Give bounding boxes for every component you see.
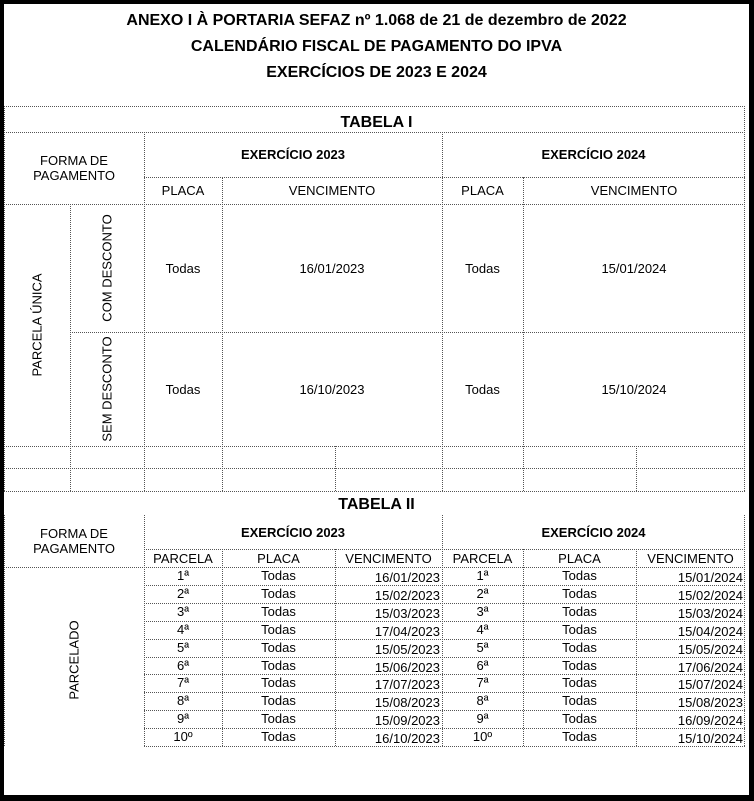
t2-row-9-vencimento-2023: 15/09/2023 (374, 713, 440, 728)
t2-row-5-vencimento-2023: 15/05/2023 (374, 642, 440, 657)
t2-vencimento-header-2023: VENCIMENTO (345, 550, 432, 566)
t2-row-2-vencimento-2024: 15/02/2024 (677, 588, 743, 603)
t2-row-2-parcela-2024: 2ª (476, 585, 489, 601)
t2-row-4-parcela-2024: 4ª (476, 621, 489, 637)
tabela-1-title: TABELA I (340, 114, 413, 131)
t2-row-4-vencimento-2023: 17/04/2023 (374, 624, 440, 639)
t2-row-1-vencimento-2023: 16/01/2023 (374, 570, 440, 585)
t2-row-5-placa-2024: Todas (562, 639, 597, 655)
t2-row-8-placa-2024: Todas (562, 692, 597, 708)
forma-pagamento-header (4, 132, 144, 204)
t2-row-2-parcela-2023: 2ª (176, 585, 190, 601)
t2-row-7-vencimento-2023: 17/07/2023 (374, 677, 440, 692)
t2-row-9-placa-2024: Todas (562, 710, 597, 726)
t2-row-3-parcela-2023: 3ª (176, 603, 190, 619)
parcelado-label: PARCELADO (66, 620, 82, 700)
forma-pagamento-label: FORMA DE PAGAMENTO (33, 153, 115, 183)
t2-row-8-vencimento-2023: 15/08/2023 (374, 695, 440, 710)
t2-vencimento-header-2024: VENCIMENTO (647, 550, 734, 566)
parcela-unica-label: PARCELA ÚNICA (29, 273, 45, 377)
t2-row-10-parcela-2024: 10º (472, 728, 493, 744)
t1-r2-vencimento-2023: 16/10/2023 (299, 381, 365, 397)
t2-row-7-parcela-2024: 7ª (476, 674, 489, 690)
t2-row-3-vencimento-2024: 15/03/2024 (677, 606, 743, 621)
t2-row-10-placa-2024: Todas (562, 728, 597, 744)
t2-row-10-parcela-2023: 10º (173, 728, 193, 744)
document-page (4, 4, 749, 795)
t2-row-3-vencimento-2023: 15/03/2023 (374, 606, 440, 621)
t2-row-10-vencimento-2023: 16/10/2023 (374, 731, 440, 746)
t1-r1-vencimento-2023: 16/01/2023 (299, 260, 365, 276)
t2-row-4-vencimento-2024: 15/04/2024 (677, 624, 743, 639)
t2-row-2-placa-2024: Todas (562, 585, 597, 601)
t2-row-1-vencimento-2024: 15/01/2024 (677, 570, 743, 585)
t2-row-8-parcela-2024: 8ª (476, 692, 489, 708)
header-line-1: ANEXO I À PORTARIA SEFAZ nº 1.068 de 21 de dezembro de 2022 (126, 12, 627, 29)
t2-row-4-placa-2023: Todas (261, 621, 296, 637)
t2-row-9-placa-2023: Todas (261, 710, 296, 726)
t2-row-7-parcela-2023: 7ª (176, 674, 190, 690)
t2-exercicio-2023-header: EXERCÍCIO 2023 (240, 524, 346, 540)
t2-row-1-parcela-2024: 1ª (476, 567, 489, 583)
t2-row-3-placa-2023: Todas (261, 603, 296, 619)
t2-parcela-header-2023: PARCELA (153, 550, 213, 566)
t1-r1-placa-2023: Todas (165, 260, 201, 276)
t2-row-5-placa-2023: Todas (261, 639, 296, 655)
t2-row-8-placa-2023: Todas (261, 692, 296, 708)
exercicio-2023-header: EXERCÍCIO 2023 (240, 147, 346, 162)
t2-row-7-placa-2023: Todas (261, 674, 296, 690)
t2-exercicio-2024-header: EXERCÍCIO 2024 (541, 524, 646, 540)
t2-row-8-vencimento-2024: 15/08/2023 (677, 695, 743, 710)
t2-row-3-parcela-2024: 3ª (476, 603, 489, 619)
t2-row-9-parcela-2024: 9ª (476, 710, 489, 726)
t2-placa-header-2023: PLACA (257, 550, 300, 566)
t1-r1-vencimento-2024: 15/01/2024 (601, 260, 667, 276)
t1-r2-vencimento-2024: 15/10/2024 (601, 381, 667, 397)
t2-row-5-vencimento-2024: 15/05/2024 (677, 642, 743, 657)
t2-row-10-vencimento-2024: 15/10/2024 (677, 731, 743, 746)
t1-r2-placa-2024: Todas (465, 381, 500, 397)
vencimento-header-2023: VENCIMENTO (288, 183, 376, 198)
t2-row-5-parcela-2023: 5ª (176, 639, 190, 655)
t2-row-4-placa-2024: Todas (562, 621, 597, 637)
placa-header-2023: PLACA (161, 183, 205, 198)
t2-row-6-placa-2023: Todas (261, 657, 296, 673)
t2-row-6-placa-2024: Todas (562, 657, 597, 673)
vencimento-header-2024: VENCIMENTO (590, 183, 678, 198)
t2-row-1-placa-2023: Todas (261, 567, 296, 583)
t2-row-10-placa-2023: Todas (261, 728, 296, 744)
header-line-2: CALENDÁRIO FISCAL DE PAGAMENTO DO IPVA (190, 38, 563, 55)
header-line-3: EXERCÍCIOS DE 2023 E 2024 (266, 64, 487, 81)
exercicio-2024-header: EXERCÍCIO 2024 (541, 147, 646, 162)
t1-r1-placa-2024: Todas (465, 260, 500, 276)
t2-row-5-parcela-2024: 5ª (476, 639, 489, 655)
placa-header-2024: PLACA (461, 183, 504, 198)
t1-r2-placa-2023: Todas (165, 381, 201, 397)
t2-row-2-placa-2023: Todas (261, 585, 296, 601)
t2-row-7-vencimento-2024: 15/07/2024 (677, 677, 743, 692)
tabela-2-title: TABELA II (338, 496, 415, 513)
sem-desconto-label: SEM DESCONTO (99, 336, 115, 442)
t2-row-9-parcela-2023: 9ª (176, 710, 190, 726)
t2-row-7-placa-2024: Todas (562, 674, 597, 690)
t2-row-4-parcela-2023: 4ª (176, 621, 190, 637)
com-desconto-label: COM DESCONTO (99, 214, 115, 322)
t2-parcela-header-2024: PARCELA (452, 550, 513, 566)
t2-row-6-parcela-2023: 6ª (176, 657, 190, 673)
t2-row-6-vencimento-2023: 15/06/2023 (374, 660, 440, 675)
t2-row-8-parcela-2023: 8ª (176, 692, 190, 708)
t2-row-6-parcela-2024: 6ª (476, 657, 489, 673)
t2-row-1-parcela-2023: 1ª (176, 567, 190, 583)
t2-row-3-placa-2024: Todas (562, 603, 597, 619)
t2-row-2-vencimento-2023: 15/02/2023 (374, 588, 440, 603)
t2-row-1-placa-2024: Todas (562, 567, 597, 583)
t2-row-6-vencimento-2024: 17/06/2024 (677, 660, 743, 675)
t2-row-9-vencimento-2024: 16/09/2024 (677, 713, 743, 728)
t2-forma-pagamento-label: FORMA DE PAGAMENTO (33, 526, 115, 556)
t2-forma-pagamento-header (4, 515, 144, 567)
t2-placa-header-2024: PLACA (558, 550, 601, 566)
